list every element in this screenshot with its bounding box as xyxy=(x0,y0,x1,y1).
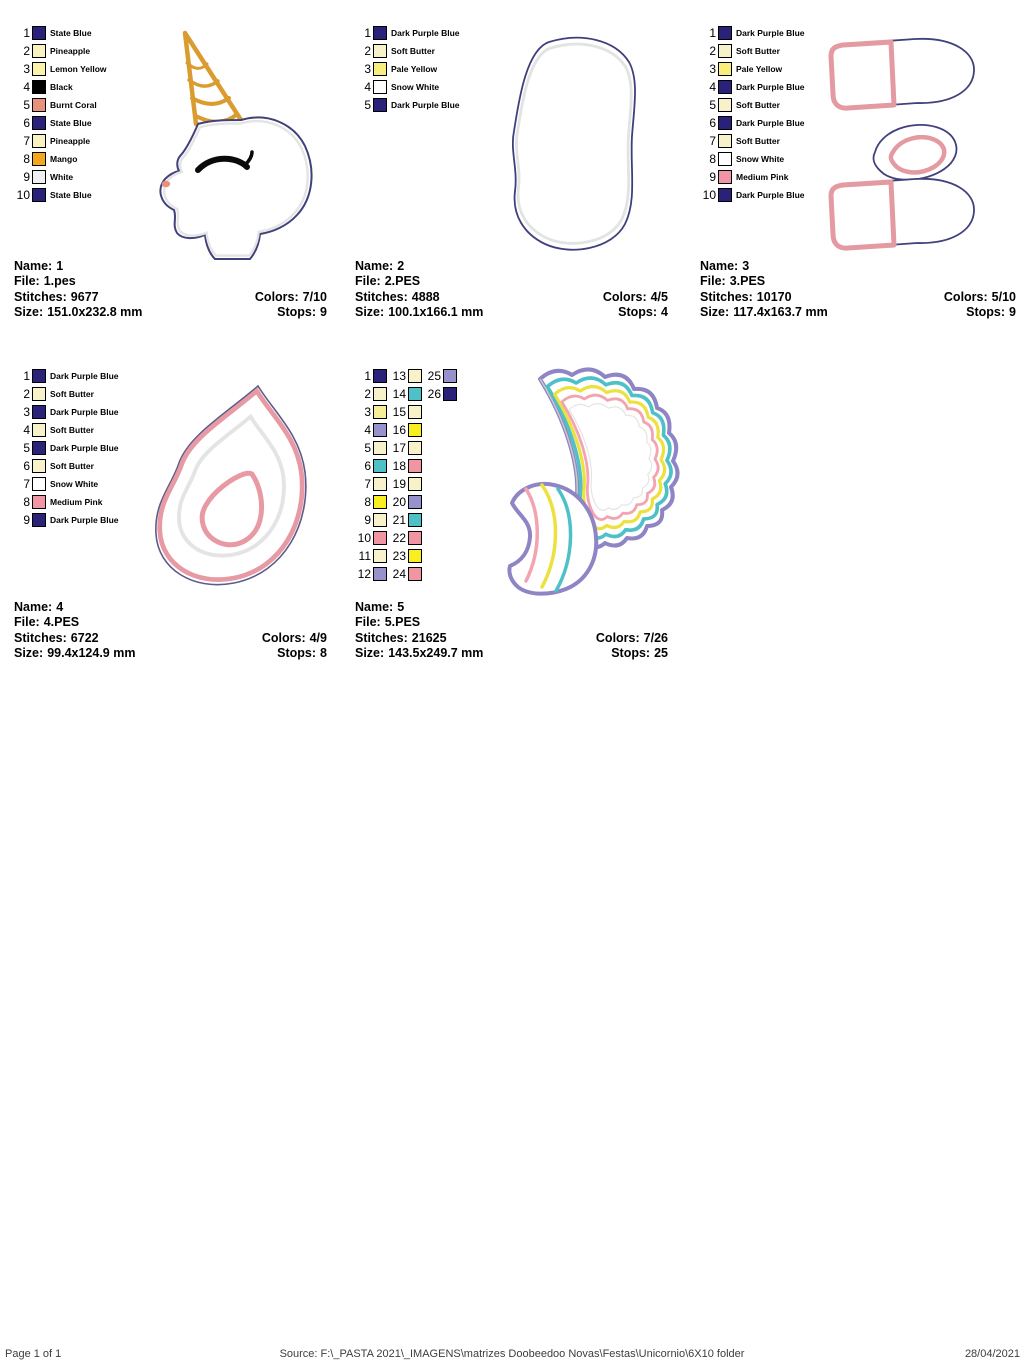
stitches: Stitches: 21625 xyxy=(355,630,447,645)
thread-color-name: Soft Butter xyxy=(50,389,94,399)
thread-color-row xyxy=(352,24,460,42)
thread-color-number: 15 xyxy=(392,405,406,419)
size: Size: 143.5x249.7 mm xyxy=(355,646,484,661)
design-info-4 xyxy=(14,600,327,662)
print-date: 28/04/2021 xyxy=(964,1348,1020,1360)
body-outline-graphic xyxy=(487,30,659,258)
thread-color-row xyxy=(697,168,805,186)
size: Size: 100.1x166.1 mm xyxy=(355,305,484,320)
thread-color-row xyxy=(11,114,107,132)
stitches: Stitches: 4888 xyxy=(355,289,440,304)
thread-color-number: 9 xyxy=(709,170,716,184)
thread-color-number: 17 xyxy=(392,441,406,455)
thread-color-number: 9 xyxy=(364,513,371,527)
thread-color-row xyxy=(697,186,805,204)
color-swatch-icon xyxy=(373,441,387,455)
colors: Colors: 4/5 xyxy=(602,289,668,304)
thread-color-number: 5 xyxy=(364,98,371,112)
thread-color-name: Dark Purple Blue xyxy=(50,515,119,525)
thread-color-name: Dark Purple Blue xyxy=(736,118,805,128)
thread-color-row xyxy=(697,150,805,168)
thread-color-number: 2 xyxy=(364,387,371,401)
thread-color-number: 4 xyxy=(364,80,371,94)
color-swatch-icon xyxy=(32,495,46,509)
thread-color-name: Snow White xyxy=(736,154,785,164)
color-swatch-icon xyxy=(718,152,732,166)
stops: Stops: 8 xyxy=(277,646,327,661)
thread-color-number: 3 xyxy=(23,62,30,76)
thread-color-name: White xyxy=(50,172,74,182)
thread-color-row xyxy=(352,367,387,385)
color-swatch-icon xyxy=(718,134,732,148)
color-swatch-icon xyxy=(408,549,422,563)
stops: Stops: 4 xyxy=(618,305,668,320)
thread-color-number: 6 xyxy=(364,459,371,473)
thread-color-row xyxy=(11,24,107,42)
thread-color-row xyxy=(387,457,422,475)
color-swatch-icon xyxy=(373,567,387,581)
color-swatch-icon xyxy=(373,369,387,383)
color-swatch-icon xyxy=(32,62,46,76)
thread-color-row xyxy=(352,42,460,60)
colors: Colors: 7/26 xyxy=(595,630,668,645)
design-preview-2 xyxy=(487,30,659,258)
color-swatch-icon xyxy=(718,44,732,58)
thread-color-number: 4 xyxy=(23,423,30,437)
design-preview-1 xyxy=(146,28,346,263)
color-swatch-icon xyxy=(32,441,46,455)
thread-color-number: 5 xyxy=(709,98,716,112)
thread-color-name: Medium Pink xyxy=(50,497,103,507)
page-number: Page 1 of 1 xyxy=(5,1348,62,1360)
color-swatch-icon xyxy=(373,98,387,112)
thread-color-number: 3 xyxy=(23,405,30,419)
design-preview-4 xyxy=(138,370,336,604)
thread-color-row xyxy=(11,475,119,493)
design-info-5 xyxy=(355,600,668,662)
color-swatch-icon xyxy=(373,26,387,40)
color-swatch-icon xyxy=(373,44,387,58)
thread-color-number: 1 xyxy=(364,369,371,383)
colors: Colors: 7/10 xyxy=(254,289,327,304)
thread-color-row xyxy=(352,547,387,565)
thread-color-number: 2 xyxy=(709,44,716,58)
thread-color-name: Medium Pink xyxy=(736,172,789,182)
thread-color-name: State Blue xyxy=(50,28,92,38)
thread-color-row xyxy=(352,60,460,78)
thread-color-name: Snow White xyxy=(50,479,99,489)
thread-color-number: 3 xyxy=(709,62,716,76)
color-swatch-icon xyxy=(408,531,422,545)
thread-color-number: 5 xyxy=(23,98,30,112)
stops: Stops: 25 xyxy=(611,646,668,661)
thread-color-row xyxy=(697,42,805,60)
thread-color-row xyxy=(697,132,805,150)
thread-color-name: Soft Butter xyxy=(736,136,780,146)
color-swatch-icon xyxy=(408,477,422,491)
stitches: Stitches: 6722 xyxy=(14,630,99,645)
file-label: File: xyxy=(14,274,40,289)
thread-color-name: Black xyxy=(50,82,73,92)
thread-color-name: Dark Purple Blue xyxy=(391,28,460,38)
color-swatch-icon xyxy=(373,62,387,76)
design-file xyxy=(14,274,327,289)
thread-color-number: 14 xyxy=(392,387,406,401)
thread-color-row xyxy=(11,493,119,511)
design-name: Name: 5 xyxy=(355,600,405,614)
design-size-stops xyxy=(14,305,327,320)
thread-color-number: 24 xyxy=(392,567,406,581)
thread-color-row xyxy=(422,385,457,403)
thread-color-row xyxy=(352,529,387,547)
thread-color-name: Soft Butter xyxy=(50,425,94,435)
design-stitches-colors xyxy=(355,631,668,646)
design-info-2 xyxy=(355,259,668,321)
thread-color-row xyxy=(11,403,119,421)
color-swatch-icon xyxy=(373,423,387,437)
thread-color-name: Snow White xyxy=(391,82,440,92)
color-swatch-icon xyxy=(408,441,422,455)
color-swatch-icon xyxy=(718,98,732,112)
thread-color-list-1 xyxy=(11,24,107,204)
thread-color-row xyxy=(387,385,422,403)
thread-color-number: 18 xyxy=(392,459,406,473)
thread-color-list-2 xyxy=(352,24,460,114)
size: Size: 117.4x163.7 mm xyxy=(700,305,828,320)
thread-color-row xyxy=(352,493,387,511)
color-swatch-icon xyxy=(408,369,422,383)
color-swatch-icon xyxy=(718,188,732,202)
thread-color-row xyxy=(387,367,422,385)
color-swatch-icon xyxy=(373,549,387,563)
thread-color-row xyxy=(387,421,422,439)
thread-color-row xyxy=(387,547,422,565)
thread-color-number: 20 xyxy=(392,495,406,509)
thread-color-row xyxy=(697,96,805,114)
color-swatch-icon xyxy=(373,459,387,473)
thread-color-number: 7 xyxy=(23,477,30,491)
color-swatch-icon xyxy=(373,405,387,419)
thread-color-number: 1 xyxy=(709,26,716,40)
thread-color-name: Dark Purple Blue xyxy=(736,82,805,92)
color-swatch-icon xyxy=(32,26,46,40)
color-swatch-icon xyxy=(32,152,46,166)
thread-color-number: 5 xyxy=(364,441,371,455)
color-swatch-icon xyxy=(408,387,422,401)
thread-color-name: Lemon Yellow xyxy=(50,64,107,74)
thread-color-row xyxy=(352,565,387,583)
thread-color-number: 9 xyxy=(23,170,30,184)
color-swatch-icon xyxy=(32,170,46,184)
size: Size: 151.0x232.8 mm xyxy=(14,305,143,320)
color-swatch-icon xyxy=(32,44,46,58)
color-swatch-icon xyxy=(32,405,46,419)
color-swatch-icon xyxy=(718,116,732,130)
thread-color-number: 10 xyxy=(702,188,716,202)
color-swatch-icon xyxy=(373,531,387,545)
color-swatch-icon xyxy=(718,170,732,184)
color-swatch-icon xyxy=(408,459,422,473)
thread-color-row xyxy=(11,421,119,439)
thread-color-row xyxy=(11,168,107,186)
color-swatch-icon xyxy=(718,62,732,76)
thread-color-row xyxy=(11,132,107,150)
color-swatch-icon xyxy=(32,369,46,383)
thread-color-number: 3 xyxy=(364,405,371,419)
thread-color-list-5 xyxy=(352,367,457,583)
design-stitches-colors xyxy=(355,290,668,305)
thread-color-row xyxy=(11,511,119,529)
stitches: Stitches: 10170 xyxy=(700,289,792,304)
thread-color-number: 5 xyxy=(23,441,30,455)
design-file: File: 2.PES xyxy=(355,274,421,289)
thread-color-number: 7 xyxy=(23,134,30,148)
color-swatch-icon xyxy=(443,387,457,401)
color-swatch-icon xyxy=(373,387,387,401)
thread-color-number: 12 xyxy=(357,567,371,581)
design-preview-5 xyxy=(478,363,693,600)
color-swatch-icon xyxy=(32,116,46,130)
thread-color-row xyxy=(11,60,107,78)
source-path: Source: F:\_PASTA 2021\_IMAGENS\matrizes Doobeedoo Novas\Festas\Unicornio\6X10 folder xyxy=(279,1348,745,1360)
thread-color-row xyxy=(387,565,422,583)
thread-color-row xyxy=(387,475,422,493)
stops: Stops: 9 xyxy=(966,305,1016,320)
thread-color-number: 13 xyxy=(392,369,406,383)
thread-color-number: 4 xyxy=(23,80,30,94)
thread-color-row xyxy=(11,457,119,475)
thread-color-number: 19 xyxy=(392,477,406,491)
thread-color-number: 7 xyxy=(709,134,716,148)
thread-color-number: 2 xyxy=(23,387,30,401)
design-name: Name: 3 xyxy=(700,259,750,273)
color-swatch-icon xyxy=(32,188,46,202)
thread-color-row xyxy=(387,493,422,511)
thread-color-name: State Blue xyxy=(50,118,92,128)
design-stitches-colors xyxy=(14,290,327,305)
color-swatch-icon xyxy=(718,26,732,40)
thread-color-row xyxy=(11,78,107,96)
color-swatch-icon xyxy=(373,477,387,491)
color-swatch-icon xyxy=(32,477,46,491)
file-value: 1.pes xyxy=(43,274,76,289)
color-swatch-icon xyxy=(32,134,46,148)
thread-color-number: 25 xyxy=(427,369,441,383)
color-swatch-icon xyxy=(32,98,46,112)
thread-color-name: State Blue xyxy=(50,190,92,200)
color-swatch-icon xyxy=(32,513,46,527)
thread-color-number: 23 xyxy=(392,549,406,563)
color-swatch-icon xyxy=(408,423,422,437)
thread-color-name: Soft Butter xyxy=(736,46,780,56)
thread-color-name: Burnt Coral xyxy=(50,100,97,110)
stops: Stops: 9 xyxy=(277,305,327,320)
color-swatch-icon xyxy=(718,80,732,94)
thread-color-row xyxy=(352,457,387,475)
thread-color-number: 4 xyxy=(709,80,716,94)
thread-color-number: 16 xyxy=(392,423,406,437)
thread-color-number: 1 xyxy=(23,26,30,40)
color-swatch-icon xyxy=(443,369,457,383)
design-file: File: 4.PES xyxy=(14,615,80,630)
thread-color-list-3 xyxy=(697,24,805,204)
thread-color-name: Dark Purple Blue xyxy=(736,190,805,200)
thread-color-number: 1 xyxy=(23,369,30,383)
thread-color-row xyxy=(697,114,805,132)
stitches: Stitches: 9677 xyxy=(14,289,99,304)
thread-color-row xyxy=(697,60,805,78)
thread-color-row xyxy=(352,511,387,529)
thread-color-name: Pineapple xyxy=(50,46,91,56)
design-size-stops xyxy=(355,646,668,661)
thread-color-number: 8 xyxy=(23,152,30,166)
thread-color-row xyxy=(352,475,387,493)
thread-color-number: 7 xyxy=(364,477,371,491)
name-label: Name: xyxy=(14,259,53,273)
color-swatch-icon xyxy=(32,459,46,473)
thread-color-row xyxy=(387,439,422,457)
thread-color-row xyxy=(11,42,107,60)
thread-color-name: Mango xyxy=(50,154,78,164)
thread-color-row xyxy=(11,150,107,168)
design-file: File: 5.PES xyxy=(355,615,421,630)
design-name: Name: 4 xyxy=(14,600,64,614)
design-name xyxy=(14,259,327,274)
thread-color-list-4 xyxy=(11,367,119,529)
design-size-stops xyxy=(355,305,668,320)
thread-color-name: Soft Butter xyxy=(736,100,780,110)
thread-color-row xyxy=(422,367,457,385)
thread-color-number: 26 xyxy=(427,387,441,401)
design-info-1 xyxy=(14,259,327,321)
color-swatch-icon xyxy=(32,387,46,401)
thread-color-row xyxy=(352,78,460,96)
thread-color-name: Soft Butter xyxy=(50,461,94,471)
thread-color-name: Dark Purple Blue xyxy=(50,371,119,381)
thread-color-row xyxy=(11,367,119,385)
design-preview-3 xyxy=(815,28,1020,256)
thread-color-name: Pale Yellow xyxy=(391,64,438,74)
thread-color-row xyxy=(352,421,387,439)
color-swatch-icon xyxy=(373,495,387,509)
name-value: 1 xyxy=(56,259,64,273)
design-file: File: 3.PES xyxy=(700,274,766,289)
thread-color-number: 4 xyxy=(364,423,371,437)
thread-color-row xyxy=(11,96,107,114)
thread-color-row xyxy=(697,24,805,42)
thread-color-number: 3 xyxy=(364,62,371,76)
thread-color-number: 9 xyxy=(23,513,30,527)
design-stitches-colors xyxy=(700,290,1016,305)
color-swatch-icon xyxy=(32,80,46,94)
thread-color-name: Pale Yellow xyxy=(736,64,783,74)
color-swatch-icon xyxy=(408,495,422,509)
thread-color-number: 6 xyxy=(23,459,30,473)
thread-color-number: 2 xyxy=(364,44,371,58)
color-swatch-icon xyxy=(373,513,387,527)
thread-color-row xyxy=(11,439,119,457)
thread-color-name: Dark Purple Blue xyxy=(50,443,119,453)
design-stitches-colors xyxy=(14,631,327,646)
paisley-mane-graphic xyxy=(138,370,336,604)
thread-color-number: 1 xyxy=(364,26,371,40)
thread-color-name: Dark Purple Blue xyxy=(391,100,460,110)
unicorn-head-graphic xyxy=(146,28,346,263)
thread-color-row xyxy=(352,96,460,114)
thread-color-name: Pineapple xyxy=(50,136,91,146)
thread-color-number: 8 xyxy=(23,495,30,509)
thread-color-number: 8 xyxy=(709,152,716,166)
thread-color-number: 21 xyxy=(392,513,406,527)
size: Size: 99.4x124.9 mm xyxy=(14,646,136,661)
thread-color-row xyxy=(697,78,805,96)
thread-color-name: Dark Purple Blue xyxy=(50,407,119,417)
thread-color-name: Dark Purple Blue xyxy=(736,28,805,38)
thread-color-number: 10 xyxy=(357,531,371,545)
rainbow-mane-tail-graphic xyxy=(478,363,693,600)
color-swatch-icon xyxy=(408,405,422,419)
thread-color-number: 11 xyxy=(358,549,371,563)
thread-color-row xyxy=(352,385,387,403)
thread-color-row xyxy=(387,511,422,529)
thread-color-row xyxy=(352,403,387,421)
color-swatch-icon xyxy=(32,423,46,437)
colors: Colors: 4/9 xyxy=(261,630,327,645)
thread-color-row xyxy=(11,186,107,204)
legs-and-ear-graphic xyxy=(815,28,1020,256)
thread-color-number: 8 xyxy=(364,495,371,509)
design-size-stops xyxy=(700,305,1016,320)
thread-color-row xyxy=(11,385,119,403)
thread-color-row xyxy=(387,403,422,421)
color-swatch-icon xyxy=(408,513,422,527)
color-swatch-icon xyxy=(373,80,387,94)
thread-color-row xyxy=(352,439,387,457)
design-name: Name: 2 xyxy=(355,259,405,273)
thread-color-number: 2 xyxy=(23,44,30,58)
thread-color-number: 10 xyxy=(16,188,30,202)
thread-color-number: 6 xyxy=(23,116,30,130)
design-info-3 xyxy=(700,259,1016,321)
design-size-stops xyxy=(14,646,327,661)
color-swatch-icon xyxy=(408,567,422,581)
thread-color-row xyxy=(387,529,422,547)
thread-color-number: 22 xyxy=(392,531,406,545)
colors: Colors: 5/10 xyxy=(943,289,1016,304)
thread-color-name: Soft Butter xyxy=(391,46,435,56)
thread-color-number: 6 xyxy=(709,116,716,130)
